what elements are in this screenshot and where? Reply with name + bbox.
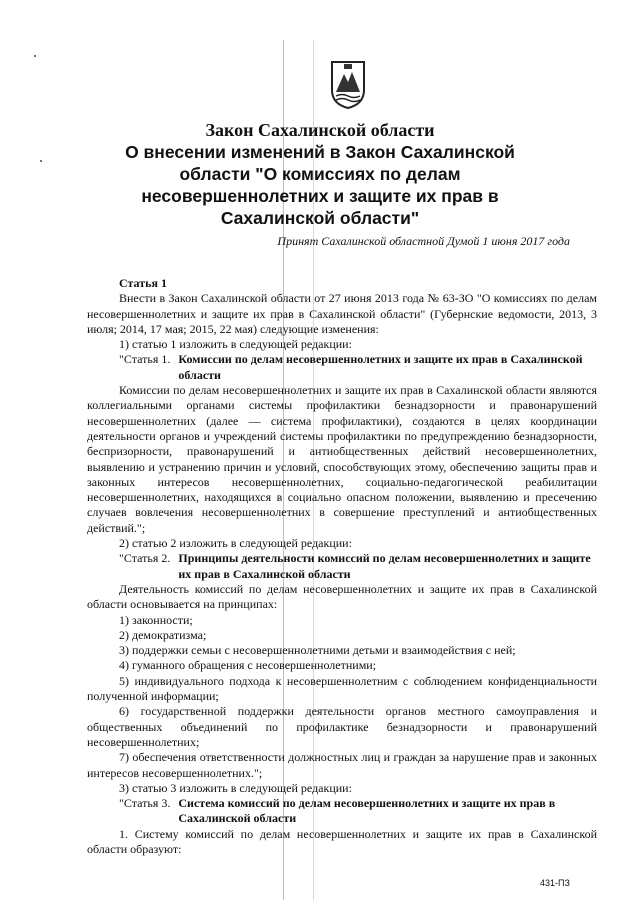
law-body <box>87 276 597 857</box>
amendment-item: 3) статью 3 изложить в следующей редакции: <box>119 780 352 795</box>
law-title-line: Сахалинской области" <box>220 208 420 228</box>
principle-item: 3) поддержки семьи с несовершеннолетними детьми и взаимодействия с ней; <box>119 643 516 658</box>
article-heading <box>87 796 597 827</box>
amendment-item: 1) статью 1 изложить в следующей редакции: <box>119 337 352 352</box>
scan-speck <box>34 55 36 57</box>
article-paragraph: Комиссии по делам несовершеннолетних и защите их прав в Сахалинской области являются коллегиальными органами системы профилактики безнадзорности и правонарушений несовершеннолетних (далее — система профилактики), создаются в целях координации деятельности органов и учреждений системы профилактики по предупреждению безнадзорности, беспризорности, правонарушений и антиобщественных действий несовершеннолетних, выявлению и устранению причин и условий, способствующих этому, обеспечению защиты прав и законных интересов несовершеннолетних, социально-педагогической реабилитации несовершеннолетних, находящихся в социально опасном положении, выявлению и пресечению случаев вовлечения несовершеннолетних в совершение преступлений и антиобщественных действий."; <box>87 383 597 535</box>
article-title: Система комиссий по делам несовершеннолетних и защите их прав в Сахалинской области <box>178 796 556 826</box>
article-title: Принципы деятельности комиссий по делам несовершеннолетних и защите их прав в Сахалинской области <box>178 551 591 581</box>
law-title-line: несовершеннолетних и защите их прав в <box>141 186 499 206</box>
principle-item: 4) гуманного обращения с несовершеннолетними; <box>119 658 377 673</box>
article-intro: Внести в Закон Сахалинской области от 27 июня 2013 года № 63-ЗО "О комиссиях по делам несовершеннолетних и защите их прав в Сахалинской области" (Губернские ведомости, 2013, 3 июля; 2014, 17 мая; 2015, 22 мая) следующие изменения: <box>87 291 597 336</box>
law-title <box>100 141 540 229</box>
article-title: Комиссии по делам несовершеннолетних и защите их прав в Сахалинской области <box>178 352 583 382</box>
principle-item: 6) государственной поддержки деятельности органов местного самоуправления и общественных объединений по профилактике безнадзорности и правонарушений несовершеннолетних; <box>87 704 597 749</box>
region-law-heading: Закон Сахалинской области <box>205 120 435 140</box>
principle-item: 1) законности; <box>119 612 193 627</box>
article-paragraph: Деятельность комиссий по делам несовершеннолетних и защите их прав в Сахалинской области основывается на принципах: <box>87 581 597 612</box>
adoption-note: Принят Сахалинской областной Думой 1 июня 2017 года <box>277 234 570 248</box>
amendment-item: 2) статью 2 изложить в следующей редакции: <box>119 536 352 551</box>
law-title-line: О внесении изменений в Закон Сахалинской <box>125 142 515 162</box>
article-label: Статья 1 <box>119 276 167 290</box>
scan-speck <box>40 160 42 162</box>
article-heading <box>87 551 597 582</box>
principle-item: 2) демократизма; <box>119 627 207 642</box>
document-code: 431-ПЗ <box>540 878 570 888</box>
article-number: "Статья 3. <box>119 796 171 811</box>
article-number: "Статья 1. <box>119 352 171 367</box>
article-number: "Статья 2. <box>119 551 171 566</box>
law-title-line: области "О комиссиях по делам <box>179 164 461 184</box>
principle-item: 5) индивидуального подхода к несовершеннолетним с соблюдением конфиденциальности полученной информации; <box>87 673 597 704</box>
article-heading <box>87 352 597 383</box>
principle-item: 7) обеспечения ответственности должностных лиц и граждан за нарушение прав и законных интересов несовершеннолетних."; <box>87 750 597 780</box>
coat-of-arms-emblem <box>330 60 366 110</box>
article-paragraph: 1. Систему комиссий по делам несовершеннолетних и защите их прав в Сахалинской области образуют: <box>87 826 597 856</box>
